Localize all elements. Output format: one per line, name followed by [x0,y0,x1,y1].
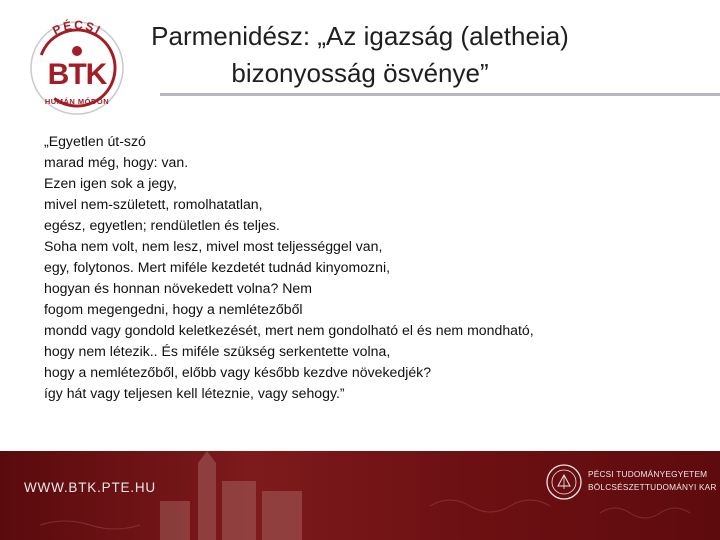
quote-line: Ezen igen sok a jegy, [44,175,177,191]
title-divider [160,93,720,96]
university-name: PÉCSI TUDOMÁNYEGYETEM [588,469,708,479]
btk-logo-graphic [22,18,132,116]
quote-body [44,131,684,404]
footer-background-texture [0,451,720,540]
logo-top-text: PÉCSI [50,18,105,38]
quote-line: így hát vagy teljesen kell léteznie, vagy sehogy.” [44,385,345,401]
quote-line: hogyan és honnan növekedett volna? Nem [44,280,312,296]
faculty-name: BÖLCSÉSZETTUDOMÁNYI KAR [588,482,717,492]
logo-letters: BTK [47,58,107,91]
logo-bottom-text: HUMÁN MÓDON [44,97,110,106]
quote-line: mivel nem-született, romolhatatlan, [44,196,263,212]
quote-line: hogy nem létezik.. És miféle szükség serkentette volna, [44,343,391,359]
slide-title [140,18,580,92]
quote-line: Soha nem volt, nem lesz, mivel most teljességgel van, [44,238,383,254]
quote-line: mondd vagy gondold keletkezését, mert nem gondolható el és nem mondható, [44,322,534,338]
quote-line: fogom megengedni, hogy a nemlétezőből [44,301,303,317]
slide-title-line2: bizonyosság ösvénye” [231,58,489,88]
quote-line: egész, egyetlen; rendületlen és teljes. [44,217,280,233]
slide-title-line1: Parmenidész: „Az igazság (aletheia) [151,21,569,51]
btk-logo [22,18,132,116]
footer-website-link[interactable]: WWW.BTK.PTE.HU [24,480,156,495]
quote-line: hogy a nemlétezőből, előbb vagy később kezdve növekedjék? [44,364,432,380]
logo-figure-head [72,46,82,56]
quote-line: egy, folytonos. Mert miféle kezdetét tudnád kinyomozni, [44,259,390,275]
quote-line: marad még, hogy: van. [44,154,189,170]
svg-text:PÉCSI [50,18,104,38]
quote-line: „Egyetlen út-szó [44,133,146,149]
university-seal-icon [545,463,583,501]
footer-band [0,451,720,540]
